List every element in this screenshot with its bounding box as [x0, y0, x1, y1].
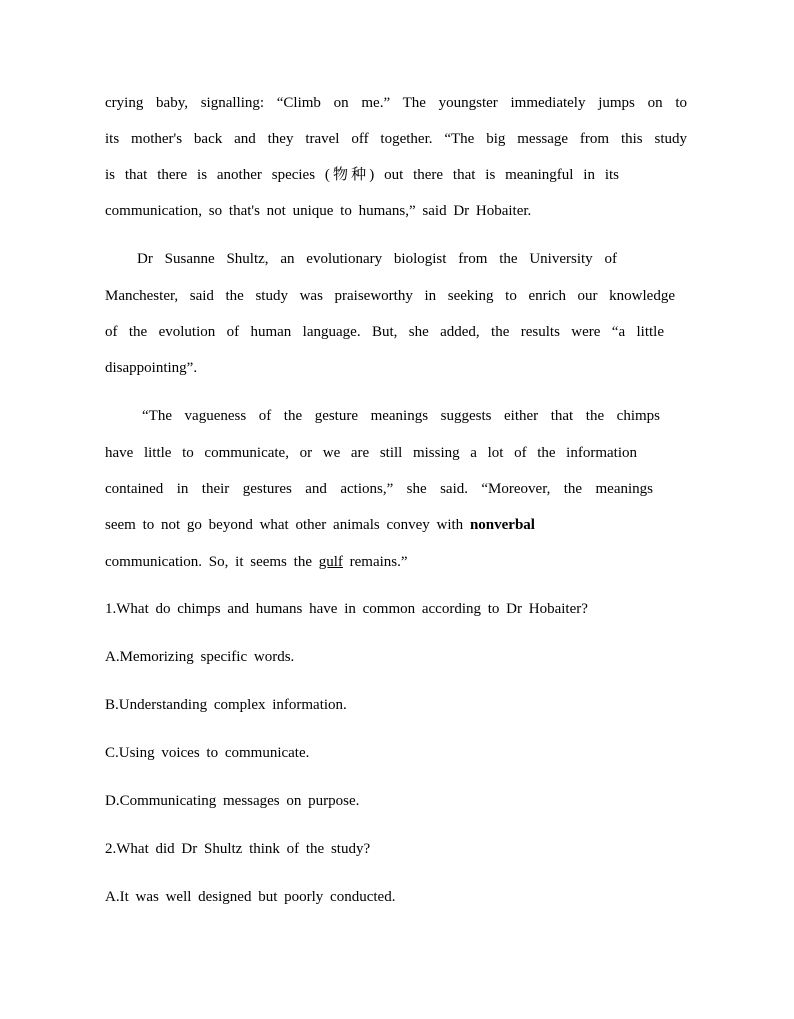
- passage-line: Dr Susanne Shultz, an evolutionary biologist from the University of: [137, 251, 617, 267]
- passage-text: communication. So, it seems the: [105, 554, 312, 570]
- passage-line: its mother's back and they travel off together. “The big message from this study: [105, 131, 687, 147]
- question-stem: 1.What do chimps and humans have in common according to Dr Hobaiter?: [105, 601, 588, 617]
- passage-line: [105, 552, 408, 572]
- underlined-term: gulf: [318, 554, 343, 570]
- answer-option: D.Communicating messages on purpose.: [105, 793, 360, 809]
- passage-line: Manchester, said the study was praiseworthy in seeking to enrich our knowledge: [105, 288, 675, 304]
- passage-text: seem to not go beyond what other animals convey with: [105, 517, 464, 533]
- passage-line: of the evolution of human language. But, she added, the results were “a little: [105, 324, 664, 340]
- passage-line: is that there is another species (物种) out there that is meaningful in its: [105, 167, 619, 183]
- question-stem: 2.What did Dr Shultz think of the study?: [105, 841, 371, 857]
- passage-line: [105, 515, 535, 535]
- answer-option: C.Using voices to communicate.: [105, 745, 310, 761]
- passage-text: remains.”: [349, 554, 408, 570]
- answer-option: A.It was well designed but poorly conducted.: [105, 889, 396, 905]
- answer-option: A.Memorizing specific words.: [105, 649, 295, 665]
- passage-line: crying baby, signalling: “Climb on me.” The youngster immediately jumps on to: [105, 95, 687, 111]
- bold-term: nonverbal: [469, 517, 535, 533]
- passage-line: “The vagueness of the gesture meanings suggests either that the chimps: [142, 408, 660, 424]
- passage-line: have little to communicate, or we are still missing a lot of the information: [105, 445, 637, 461]
- passage-line: contained in their gestures and actions,” she said. “Moreover, the meanings: [105, 481, 653, 497]
- answer-option: B.Understanding complex information.: [105, 697, 347, 713]
- passage-line: communication, so that's not unique to humans,” said Dr Hobaiter.: [105, 203, 532, 219]
- passage-line: disappointing”.: [105, 360, 198, 376]
